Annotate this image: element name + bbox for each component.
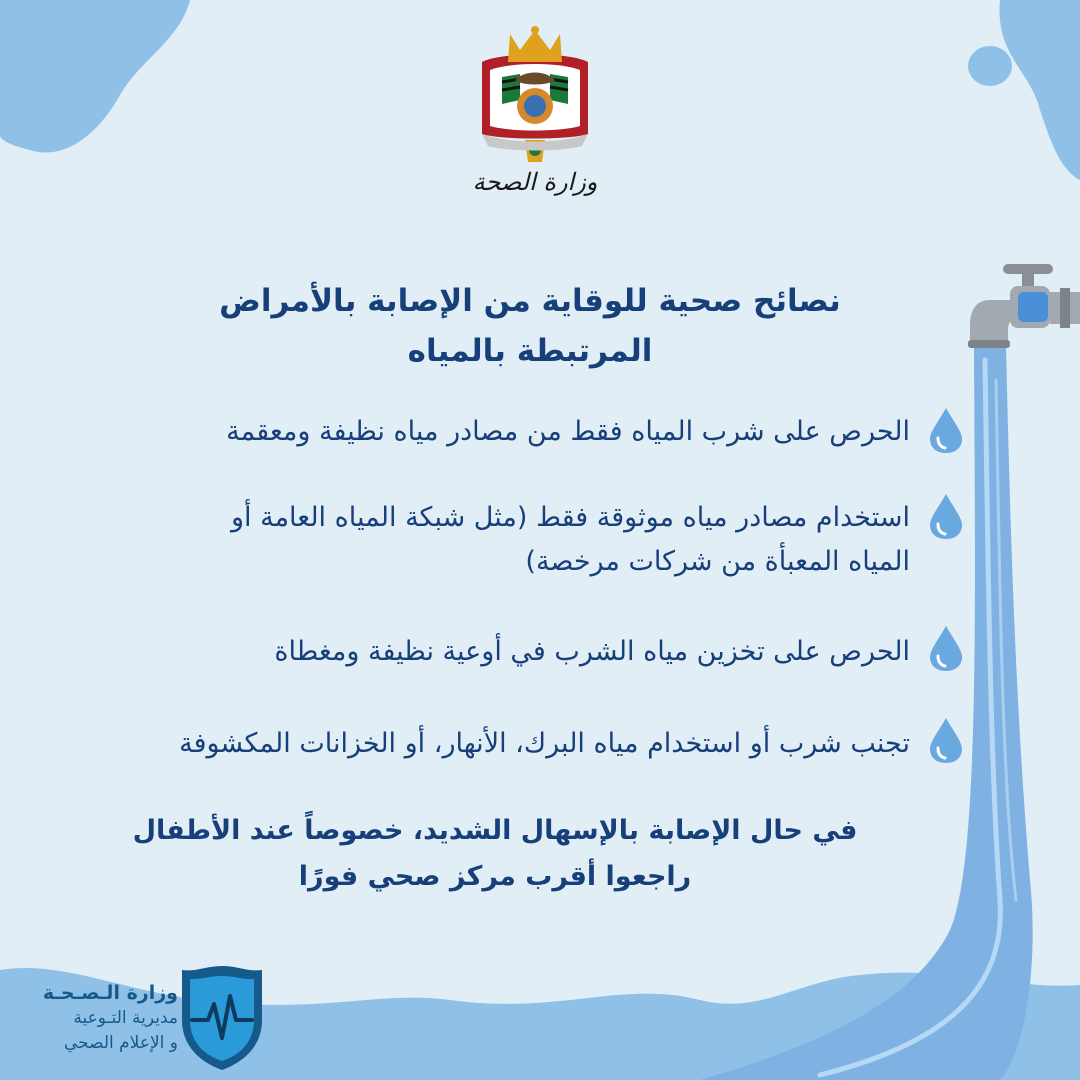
tip-2-line-2: المياه المعبأة من شركات مرخصة) — [525, 546, 910, 577]
tip-item-1 — [226, 410, 910, 454]
closing-line-2: راجعوا أقرب مركز صحي فورًا — [298, 861, 692, 892]
water-drop-icon — [928, 716, 964, 764]
tip-3-line-1: الحرص على تخزين مياه الشرب في أوعية نظيفة ومغطاة — [274, 636, 910, 667]
title-line-1: نصائح صحية للوقاية من الإصابة بالأمراض — [219, 283, 841, 319]
top-right-droplet — [968, 46, 1012, 86]
ministry-name-script: وزارة الصحة — [472, 168, 598, 196]
water-drop-icon — [928, 624, 964, 672]
water-drop-icon — [928, 406, 964, 454]
tip-4-line-1: تجنب شرب أو استخدام مياه البرك، الأنهار، أو الخزانات المكشوفة — [179, 728, 910, 759]
footer-directorate — [18, 980, 178, 1056]
tip-2-line-1: استخدام مصادر مياه موثوقة فقط (مثل شبكة المياه العامة أو — [231, 502, 910, 533]
faucet-icon — [968, 264, 1080, 348]
footer-ministry: وزارة الـصـحـة — [42, 982, 178, 1004]
shield-heartbeat-icon — [176, 962, 268, 1074]
top-left-blob — [0, 0, 190, 153]
closing-message — [110, 808, 880, 900]
page-title — [150, 276, 910, 376]
tip-item-4 — [179, 722, 910, 766]
tip-item-2 — [231, 496, 910, 584]
closing-line-1: في حال الإصابة بالإسهال الشديد، خصوصاً عند الأطفال — [132, 815, 858, 846]
tip-1-line-1: الحرص على شرب المياه فقط من مصادر مياه نظيفة ومعقمة — [226, 416, 910, 447]
water-stream — [700, 345, 1033, 1080]
water-drop-icon — [928, 492, 964, 540]
tip-item-3 — [274, 630, 910, 674]
top-right-blob — [1000, 0, 1080, 180]
coat-of-arms-icon — [470, 22, 600, 172]
footer-department: و الإعلام الصحي — [63, 1033, 178, 1053]
footer-directorate-name: مديرية التـوعية — [73, 1008, 178, 1028]
title-line-2: المرتبطة بالمياه — [407, 333, 653, 369]
